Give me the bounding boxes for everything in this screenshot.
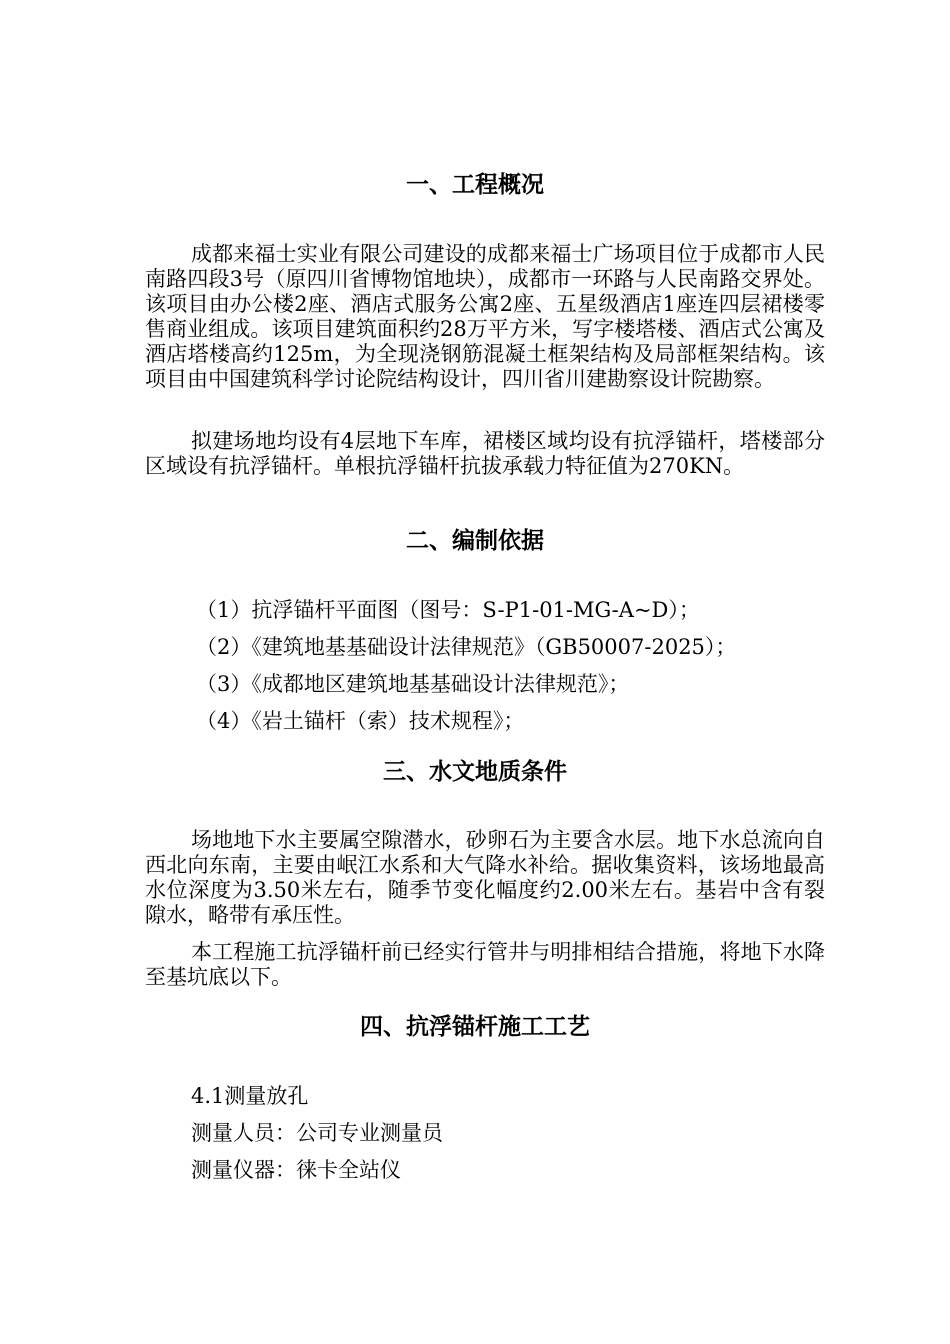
construction-line-2: 测量人员：公司专业测量员 [191, 1121, 443, 1145]
section-heading-hydrogeology: 三、水文地质条件 [383, 759, 567, 785]
basis-item-1: （1）抗浮锚杆平面图（图号：S-P1-01-MG-A~D）； [196, 598, 700, 622]
hydrogeology-paragraph-2: 本工程施工抗浮锚杆前已经实行管井与明排相结合措施，将地下水降至基坑底以下。 [145, 940, 825, 989]
overview-paragraph-2: 拟建场地均设有4层地下车库，裙楼区域均设有抗浮锚杆，塔楼部分区域设有抗浮锚杆。单根抗浮锚杆抗拔承载力特征值为270KN。 [145, 429, 825, 478]
basis-item-4: （4）《岩土锚杆（索）技术规程》； [196, 709, 525, 733]
hydrogeology-paragraph-1: 场地地下水主要属空隙潜水，砂卵石为主要含水层。地下水总流向自西北向东南，主要由岷江水系和大气降水补给。据收集资料，该场地最高水位深度为3.50米左右，随季节变化幅度约2.00米左右。基岩中含有裂隙水，略带有承压性。 [145, 828, 825, 927]
construction-line-1: 4.1测量放孔 [191, 1084, 309, 1108]
basis-item-3: （3）《成都地区建筑地基基础设计法律规范》； [196, 672, 630, 696]
section-heading-basis: 二、编制依据 [406, 528, 544, 554]
section-heading-construction: 四、抗浮锚杆施工工艺 [360, 1014, 590, 1040]
basis-item-2: （2）《建筑地基基础设计法律规范》（GB50007-2025）； [196, 635, 737, 659]
overview-paragraph-1: 成都来福士实业有限公司建设的成都来福士广场项目位于成都市人民南路四段3号（原四川省博物馆地块），成都市一环路与人民南路交界处。该项目由办公楼2座、酒店式服务公寓2座、五星级酒店1座连四层裙楼零售商业组成。该项目建筑面积约28万平方米，写字楼塔楼、酒店式公寓及酒店塔楼高约125m，为全现浇钢筋混凝土框架结构及局部框架结构。该项目由中国建筑科学讨论院结构设计，四川省川建勘察设计院勘察。 [145, 242, 825, 391]
construction-line-3: 测量仪器：徕卡全站仪 [191, 1158, 401, 1182]
section-heading-overview: 一、工程概况 [406, 172, 544, 198]
